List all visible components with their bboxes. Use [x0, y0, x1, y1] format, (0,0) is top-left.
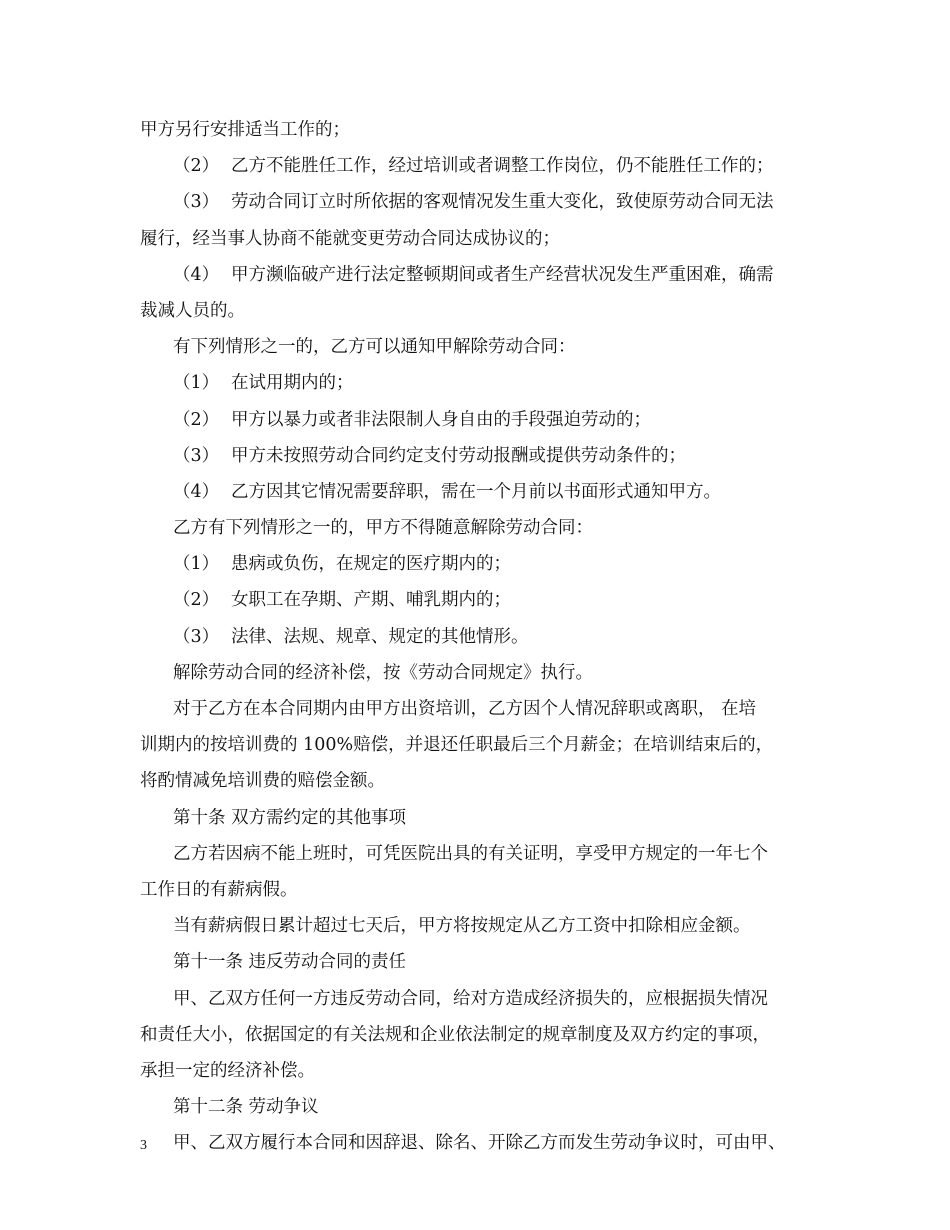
paragraph-line: 训期内的按培训费的 100%赔偿，并退还任职最后三个月薪金；在培训结束后的， [140, 735, 774, 756]
list-item-number: （4） [173, 264, 220, 285]
list-item-text: 患病或负伤，在规定的医疗期内的； [231, 554, 511, 575]
list-item-text: 劳动合同订立时所依据的客观情况发生重大变化，致使原劳动合同无法 [231, 192, 774, 213]
paragraph-line: 当有薪病假日累计超过七天后，甲方将按规定从乙方工资中扣除相应金额。 [173, 916, 751, 937]
list-item [140, 582, 820, 618]
paragraph-line: 甲、乙双方履行本合同和因辞退、除名、开除乙方而发生劳动争议时，可由甲、 [173, 1133, 786, 1154]
paragraph-line: 承担一定的经济补偿。 [140, 1060, 315, 1081]
paragraph-line: 甲、乙双方任何一方违反劳动合同，给对方造成经济损失的，应根据损失情况 [173, 988, 768, 1009]
paragraph-line: 乙方有下列情形之一的，甲方不得随意解除劳动合同： [173, 518, 593, 539]
list-item [140, 438, 820, 474]
list-item-text: 在试用期内的； [231, 373, 354, 394]
paragraph-line: 甲方另行安排适当工作的； [140, 120, 350, 140]
list-item-text: 法律、法规、规章、规定的其他情形。 [231, 626, 529, 647]
list-item [140, 257, 820, 293]
list-item-text: 甲方濒临破产进行法定整顿期间或者生产经营状况发生严重困难，确需 [231, 264, 774, 285]
paragraph-line: 乙方若因病不能上班时，可凭医院出具的有关证明，享受甲方规定的一年七个 [173, 843, 768, 864]
list-item-number: （1） [173, 373, 220, 394]
paragraph-line: 裁减人员的。 [140, 300, 245, 321]
list-item [140, 619, 820, 655]
paragraph-line: 工作日的有薪病假。 [140, 879, 298, 900]
paragraph-line: 将酌情减免培训费的赔偿金额。 [140, 771, 385, 792]
list-item-number: （2） [173, 156, 220, 177]
list-item-number: （2） [173, 409, 220, 430]
paragraph-line: 第十一条 违反劳动合同的责任 [173, 952, 407, 973]
list-item-number: （3） [173, 626, 220, 647]
list-item-number: （4） [173, 481, 220, 502]
paragraph-line: 履行，经当事人协商不能就变更劳动合同达成协议的； [140, 228, 560, 249]
list-item-text: 甲方以暴力或者非法限制人身自由的手段强迫劳动的； [231, 409, 651, 430]
document-body [140, 112, 820, 1161]
paragraph-line: 有下列情形之一的，乙方可以通知甲解除劳动合同： [173, 337, 576, 358]
list-item [140, 365, 820, 401]
list-item [140, 474, 820, 510]
list-item-text: 甲方未按照劳动合同约定支付劳动报酬或提供劳动条件的； [231, 445, 686, 466]
list-item-number: （3） [173, 192, 220, 213]
paragraph-line: 和责任大小，依据国定的有关法规和企业依法制定的规章制度及双方约定的事项， [140, 1024, 770, 1045]
page-number: 3 [140, 1138, 147, 1153]
list-item-number: （2） [173, 590, 220, 611]
paragraph-line: 解除劳动合同的经济补偿，按《劳动合同规定》执行。 [173, 662, 593, 683]
list-item [140, 184, 820, 220]
list-item [140, 402, 820, 438]
paragraph-line: 第十条 双方需约定的其他事项 [173, 807, 407, 828]
paragraph-line: 第十二条 劳动争议 [173, 1097, 319, 1118]
list-item [140, 148, 820, 184]
list-item-number: （3） [173, 445, 220, 466]
list-item-text: 乙方不能胜任工作，经过培训或者调整工作岗位，仍不能胜任工作的； [231, 156, 774, 177]
paragraph-line: 对于乙方在本合同期内由甲方出资培训，乙方因个人情况辞职或离职， 在培 [173, 699, 757, 719]
list-item-text: 女职工在孕期、产期、哺乳期内的； [231, 590, 511, 611]
list-item-text: 乙方因其它情况需要辞职，需在一个月前以书面形式通知甲方。 [231, 481, 721, 502]
list-item-number: （1） [173, 554, 220, 575]
list-item [140, 546, 820, 582]
